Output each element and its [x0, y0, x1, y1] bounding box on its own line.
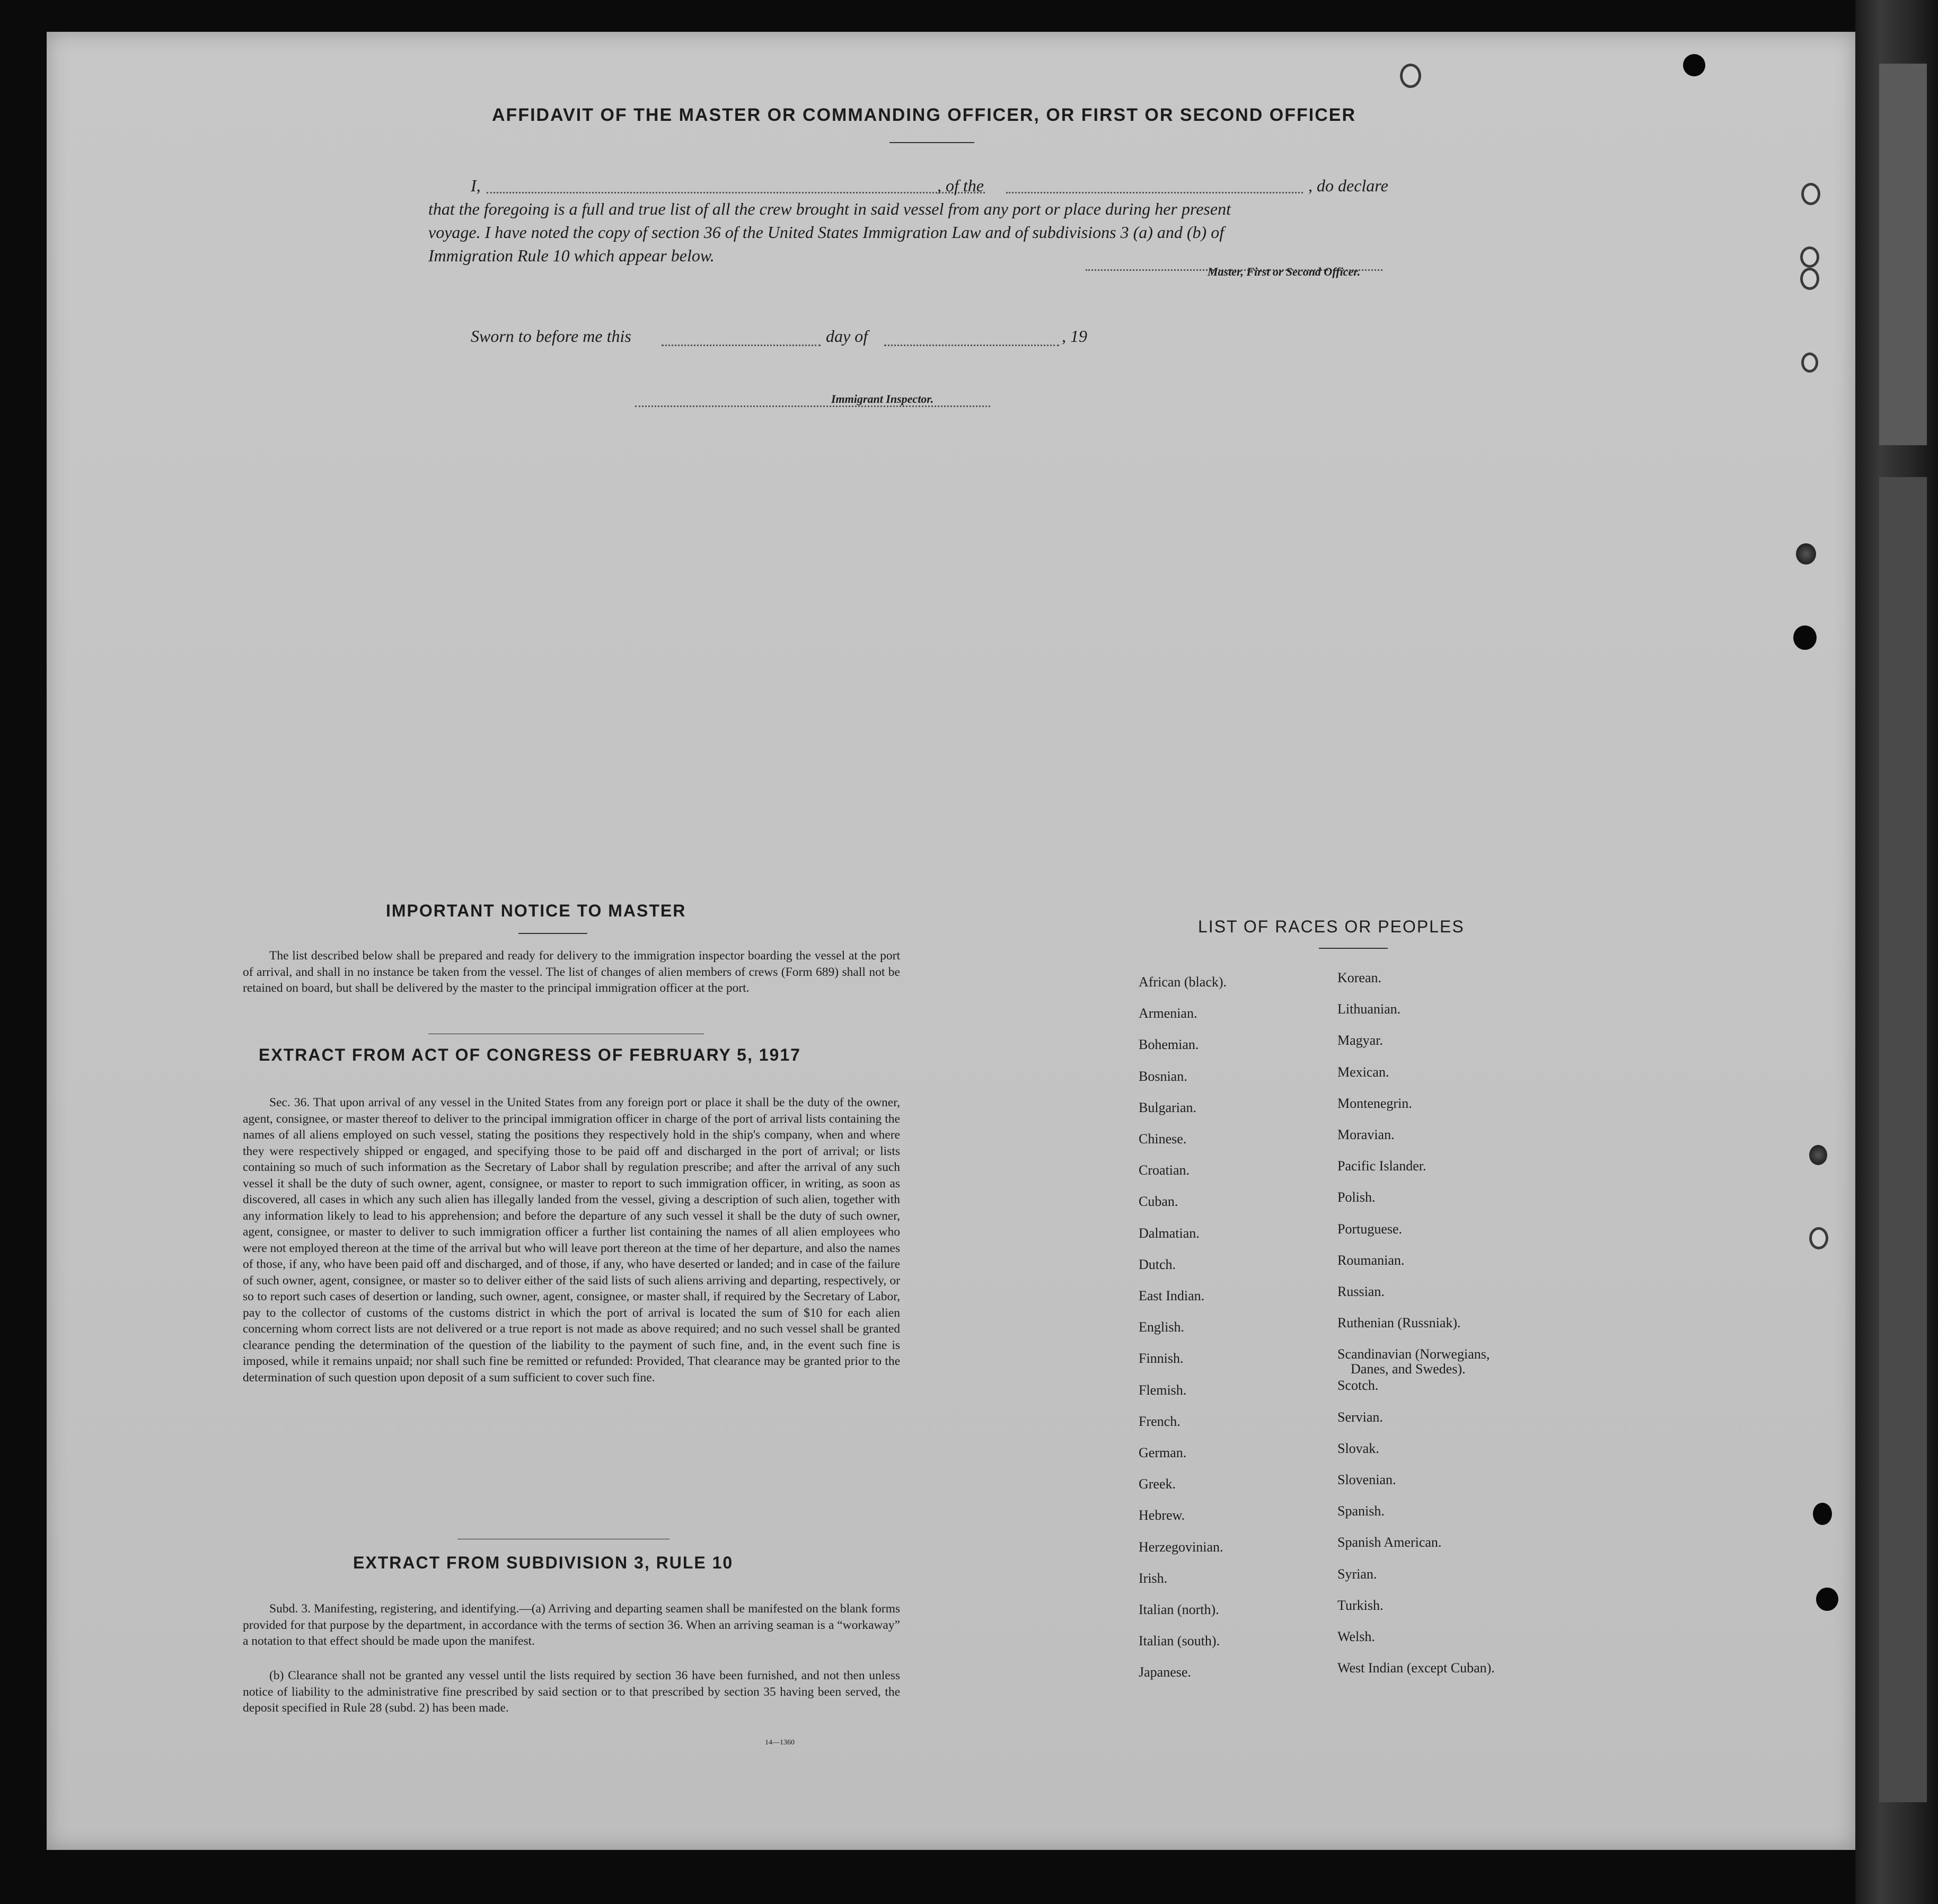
rule-extract-para-b: (b) Clearance shall not be granted any vessel until the lists required by section 36 have been furnished, and not then unless notice of liability to the administrative fine prescribed by said section or to that prescribed by section 35 having been served, the deposit specified in Rule 28 (subd. 2) has been made. — [243, 1669, 900, 1715]
race-item: Finnish. — [1139, 1351, 1184, 1367]
race-item: French. — [1139, 1413, 1181, 1429]
race-item: Armenian. — [1139, 1006, 1197, 1021]
race-item: Magyar. — [1337, 1033, 1383, 1048]
affidavit-do-declare-label: , do declare — [1308, 176, 1388, 195]
race-item: Italian (south). — [1139, 1633, 1220, 1649]
race-item: Russian. — [1337, 1284, 1385, 1299]
day-blank-line — [662, 345, 821, 346]
race-item: Herzegovinian. — [1139, 1539, 1223, 1555]
punch-hole-icon — [1400, 64, 1421, 88]
affidavit-title: AFFIDAVIT OF THE MASTER OR COMMANDING OFFICER, OR FIRST OR SECOND OFFICER — [492, 105, 1356, 125]
race-item: Syrian. — [1337, 1566, 1377, 1582]
punch-hole-icon — [1809, 1145, 1827, 1165]
document-page — [47, 32, 1855, 1850]
inspector-signature-label: Immigrant Inspector. — [831, 392, 934, 406]
race-item: East Indian. — [1139, 1288, 1205, 1303]
punch-hole-icon — [1793, 625, 1817, 650]
divider — [889, 142, 974, 143]
punch-hole-icon — [1801, 352, 1818, 373]
divider — [518, 933, 587, 934]
race-item: Dutch. — [1139, 1256, 1176, 1272]
rule-extract-title: EXTRACT FROM SUBDIVISION 3, RULE 10 — [353, 1553, 734, 1572]
race-item: Korean. — [1337, 970, 1382, 985]
race-item: Roumanian. — [1337, 1252, 1405, 1268]
race-item: Pacific Islander. — [1337, 1158, 1426, 1174]
race-item: Scotch. — [1337, 1378, 1379, 1394]
race-item: West Indian (except Cuban). — [1337, 1660, 1495, 1676]
race-item: African (black). — [1139, 974, 1227, 990]
punch-hole-icon — [1800, 268, 1819, 290]
race-item: Dalmatian. — [1139, 1225, 1200, 1241]
day-of-label: day of — [826, 327, 868, 346]
race-item: Turkish. — [1337, 1597, 1384, 1613]
affidavit-line-3: Immigration Rule 10 which appear below. — [428, 246, 715, 265]
punch-hole-icon — [1816, 1588, 1838, 1611]
race-item: Montenegrin. — [1337, 1095, 1412, 1111]
master-signature-label: Master, First or Second Officer. — [1208, 265, 1361, 278]
race-item: Japanese. — [1139, 1664, 1191, 1680]
race-item: Chinese. — [1139, 1131, 1187, 1147]
rule-extract-para-a: Subd. 3. Manifesting, registering, and identifying.—(a) Arriving and departing seamen shall be manifested on the blank forms provided for that purpose by the department, in accordance with the terms of section 36. When an arriving seaman is a “workaway” a notation to that effect should be made upon the manifest. — [243, 1602, 900, 1648]
sworn-label: Sworn to before me this — [471, 327, 631, 346]
punch-hole-icon — [1800, 246, 1819, 268]
race-item: Cuban. — [1139, 1194, 1178, 1210]
race-item: Polish. — [1337, 1189, 1376, 1205]
race-item: Moravian. — [1337, 1127, 1395, 1142]
race-item: Hebrew. — [1139, 1508, 1185, 1523]
race-item: English. — [1139, 1319, 1184, 1335]
race-item: Mexican. — [1337, 1064, 1389, 1080]
form-number: 14—1360 — [765, 1739, 795, 1747]
notice-text: The list described below shall be prepared and ready for delivery to the immigration inspector boarding the vessel at the port of arrival, and shall in no instance be taken from the vessel. The list of changes of alien members of crews (Form 689) shall not be retained on board, but shall be delivered by the master to the principal immigration officer at the port. — [243, 949, 900, 995]
year-label: , 19 — [1062, 327, 1087, 346]
race-item: Spanish American. — [1337, 1535, 1442, 1550]
race-item: German. — [1139, 1445, 1187, 1460]
notice-title: IMPORTANT NOTICE TO MASTER — [386, 901, 686, 920]
inspector-signature-line — [635, 406, 990, 407]
name-blank-line — [487, 192, 985, 193]
vessel-blank-line — [1006, 192, 1303, 193]
act-extract-title: EXTRACT FROM ACT OF CONGRESS OF FEBRUARY 5, 1917 — [259, 1045, 801, 1064]
affidavit-line-1: that the foregoing is a full and true list of all the crew brought in said vessel from any port or place during her present — [428, 199, 1231, 218]
race-item: Bohemian. — [1139, 1037, 1199, 1053]
race-item: Slovak. — [1337, 1440, 1379, 1456]
race-item: Spanish. — [1337, 1503, 1385, 1519]
race-item: Lithuanian. — [1337, 1001, 1401, 1017]
race-item: Croatian. — [1139, 1162, 1190, 1178]
punch-hole-icon — [1796, 543, 1816, 565]
punch-hole-icon — [1813, 1503, 1832, 1525]
race-item: Bulgarian. — [1139, 1099, 1197, 1115]
race-item: Ruthenian (Russniak). — [1337, 1315, 1461, 1331]
race-item: Italian (north). — [1139, 1602, 1219, 1617]
races-title: LIST OF RACES OR PEOPLES — [1198, 917, 1465, 936]
punch-hole-icon — [1801, 183, 1820, 205]
race-item: Flemish. — [1139, 1382, 1187, 1398]
race-item: Welsh. — [1337, 1629, 1375, 1644]
race-item: Servian. — [1337, 1409, 1383, 1425]
affidavit-line-2: voyage. I have noted the copy of section 36 of the United States Immigration Law and of subdivisions 3 (a) and (b) of — [428, 223, 1225, 242]
affidavit-i-label: I, — [471, 176, 481, 195]
affidavit-of-the-label: , of the — [937, 176, 984, 195]
race-item: Portuguese. — [1337, 1221, 1403, 1237]
punch-hole-icon — [1809, 1227, 1828, 1249]
punch-hole-icon — [1683, 54, 1705, 76]
adjacent-page-strip — [1879, 64, 1927, 445]
race-item: Irish. — [1139, 1570, 1168, 1586]
race-item: Danes, and Swedes). — [1351, 1361, 1466, 1377]
race-item: Greek. — [1139, 1476, 1176, 1492]
adjacent-page-strip — [1879, 477, 1927, 1802]
race-item: Slovenian. — [1337, 1472, 1396, 1487]
divider — [1319, 948, 1388, 949]
act-extract-text: Sec. 36. That upon arrival of any vessel in the United States from any foreign port or place it shall be the duty of the owner, agent, consignee, or master thereof to deliver to the principal immigration officer in charge of the port of arrival lists containing the names of all aliens employed on such vessel, stating the positions they respectively hold in the ship's company, when and where they were respectively shipped or engaged, and specifying those to be paid off and discharged in the port of arrival; or lists containing so much of such information as the Secretary of Labor shall by regulation prescribe; and after the arrival of any such vessel it shall be the duty of such owner, agent, consignee, or master to report to such immigration officer, in writing, as soon as discovered, all cases in which any such alien has illegally landed from the vessel, giving a description of such alien, together with any information likely to lead to his apprehension; and before the departure of any such vessel it shall be the duty of such owner, agent, consignee, or master to deliver to such immigration officer a further list containing the names of all alien employees who were not employed thereon at the time of the arrival but who will leave port thereon at the time of her departure, and also the names of those, if any, who have been paid off and discharged, and of those, if any, who have deserted or landed; and in case of the failure of such owner, agent, consignee, or master so to deliver either of the said lists of such aliens arriving and departing, respectively, or so to report such cases of desertion or landing, such owner, agent, consignee, or master shall, if required by the Secretary of Labor, pay to the collector of customs of the customs district in which the port of arrival is located the sum of $10 for each alien concerning whom correct lists are not delivered or a true report is not made as above required; and no such vessel shall be granted clearance pending the determination of the question of the liability to the payment of such fine, and, in the event such fine is imposed, while it remains unpaid; nor shall such fine be remitted or refunded: Provided, That clearance may be granted prior to the determination of such question upon deposit of a sum sufficient to cover such fine. — [243, 1096, 900, 1385]
race-item: Scandinavian (Norwegians, — [1337, 1346, 1490, 1362]
month-blank-line — [884, 345, 1059, 346]
race-item: Bosnian. — [1139, 1068, 1187, 1084]
